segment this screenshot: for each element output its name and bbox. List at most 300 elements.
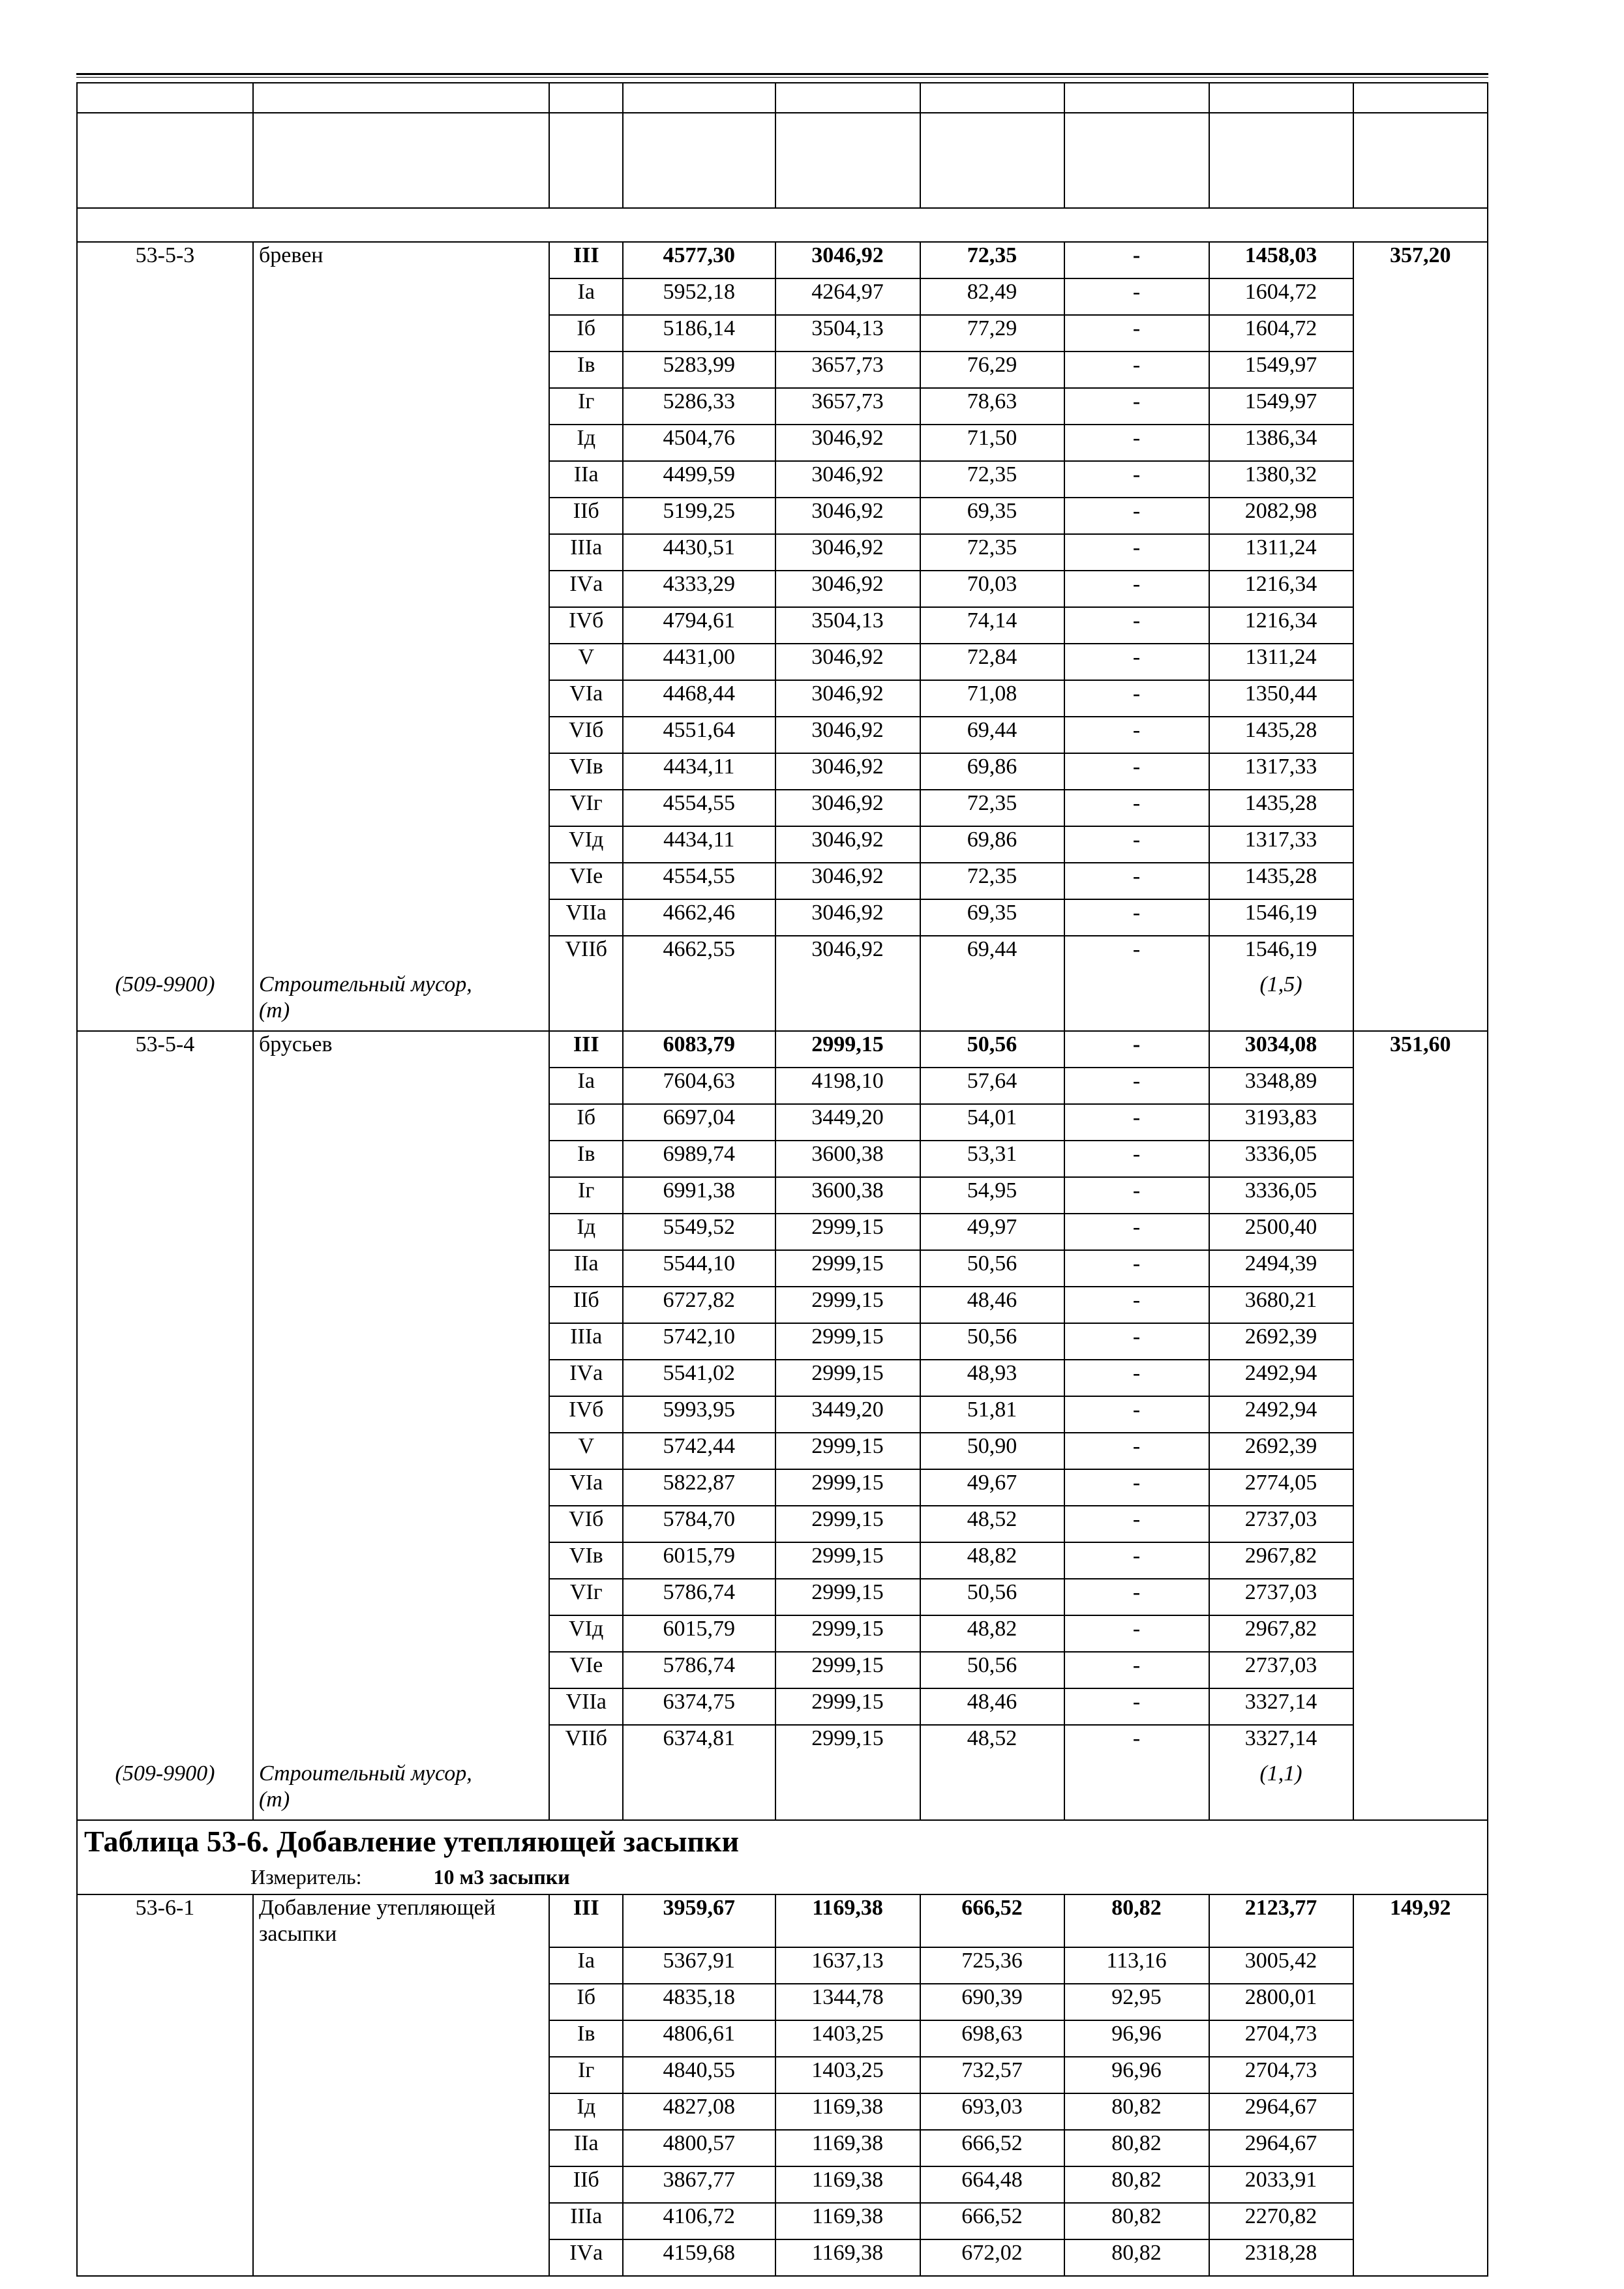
zone-cell: VIIа xyxy=(549,1688,623,1725)
value-cell xyxy=(1353,1542,1488,1579)
zone-cell: VIIа xyxy=(549,899,623,936)
value-cell: 80,82 xyxy=(1064,2130,1209,2166)
value-cell: 3504,13 xyxy=(775,607,920,644)
value-cell: 1169,38 xyxy=(775,2239,920,2276)
value-cell: 80,82 xyxy=(1064,1894,1209,1947)
value-cell: 4333,29 xyxy=(623,571,775,607)
value-cell: 1435,28 xyxy=(1209,790,1353,826)
name-cell xyxy=(253,717,549,753)
value-cell: 49,67 xyxy=(920,1469,1064,1506)
value-cell: 50,56 xyxy=(920,1652,1064,1688)
value-cell: 4431,00 xyxy=(623,644,775,680)
code-cell xyxy=(77,2020,253,2057)
value-cell: - xyxy=(1064,352,1209,388)
name-cell xyxy=(253,1615,549,1652)
zone-cell: VIе xyxy=(549,1652,623,1688)
value-cell: 4835,18 xyxy=(623,1984,775,2020)
name-cell xyxy=(253,1894,549,1947)
value-cell: 5367,91 xyxy=(623,1947,775,1984)
name-cell xyxy=(253,1433,549,1469)
code-cell xyxy=(77,461,253,498)
code-cell xyxy=(77,753,253,790)
value-cell: 1637,13 xyxy=(775,1947,920,1984)
value-cell xyxy=(1353,1287,1488,1323)
zone-cell: VIб xyxy=(549,1506,623,1542)
code-cell xyxy=(77,1214,253,1250)
value-cell: 698,63 xyxy=(920,2020,1064,2057)
table-row xyxy=(77,1433,1488,1469)
value-cell: 2964,67 xyxy=(1209,2130,1353,2166)
value-cell: 6015,79 xyxy=(623,1542,775,1579)
column-number xyxy=(1209,83,1353,113)
section-title xyxy=(253,208,1488,242)
value-cell: 1344,78 xyxy=(775,1984,920,2020)
value-cell: 2999,15 xyxy=(775,1323,920,1360)
name-cell xyxy=(253,936,549,972)
name-cell xyxy=(253,1506,549,1542)
name-cell xyxy=(253,1104,549,1141)
table-row xyxy=(77,242,1488,278)
code-cell xyxy=(77,790,253,826)
value-cell: 2082,98 xyxy=(1209,498,1353,534)
value-cell: - xyxy=(1064,425,1209,461)
name-cell xyxy=(253,899,549,936)
value-cell: 3680,21 xyxy=(1209,1287,1353,1323)
empty-cell xyxy=(1064,1761,1209,1820)
code-cell xyxy=(77,2057,253,2093)
value-cell: 3046,92 xyxy=(775,461,920,498)
value-cell: 50,90 xyxy=(920,1433,1064,1469)
zone-cell: Iв xyxy=(549,2020,623,2057)
table-row xyxy=(77,2203,1488,2239)
value-cell xyxy=(1353,1433,1488,1469)
code-cell xyxy=(77,717,253,753)
section-title-row xyxy=(77,208,1488,242)
value-cell: 3046,92 xyxy=(775,826,920,863)
value-cell xyxy=(1353,498,1488,534)
value-cell: 4434,11 xyxy=(623,826,775,863)
table-row xyxy=(77,2020,1488,2057)
zone-cell: IIIа xyxy=(549,534,623,571)
value-cell: 4840,55 xyxy=(623,2057,775,2093)
name-cell xyxy=(253,1323,549,1360)
value-cell: 2999,15 xyxy=(775,1579,920,1615)
value-cell xyxy=(1353,1506,1488,1542)
value-cell: 4159,68 xyxy=(623,2239,775,2276)
value-cell: - xyxy=(1064,498,1209,534)
junk-value xyxy=(1209,149,1353,208)
code-cell xyxy=(77,1506,253,1542)
table-row xyxy=(77,2166,1488,2203)
value-cell: 51,81 xyxy=(920,1396,1064,1433)
value-cell: - xyxy=(1064,242,1209,278)
empty-cell xyxy=(1353,1761,1488,1820)
code-cell xyxy=(77,680,253,717)
empty-cell xyxy=(549,1761,623,1820)
value-cell: 2999,15 xyxy=(775,1250,920,1287)
value-cell xyxy=(1064,113,1209,149)
value-cell: 2999,15 xyxy=(775,1214,920,1250)
code-cell xyxy=(77,863,253,899)
value-cell: 1169,38 xyxy=(775,2093,920,2130)
value-cell: 5784,70 xyxy=(623,1506,775,1542)
name-cell xyxy=(253,1177,549,1214)
name-cell xyxy=(253,425,549,461)
value-cell: 3348,89 xyxy=(1209,1068,1353,1104)
value-cell: 3867,77 xyxy=(623,2166,775,2203)
name-cell xyxy=(253,644,549,680)
value-cell: 5199,25 xyxy=(623,498,775,534)
zone-cell: VIе xyxy=(549,863,623,899)
value-cell: 3034,08 xyxy=(1209,1031,1353,1068)
value-cell: - xyxy=(1064,899,1209,936)
value-cell: 80,82 xyxy=(1064,2239,1209,2276)
code-cell xyxy=(77,1360,253,1396)
value-cell: 5541,02 xyxy=(623,1360,775,1396)
zone-cell: IIа xyxy=(549,461,623,498)
value-cell: 69,44 xyxy=(920,717,1064,753)
table-row xyxy=(77,461,1488,498)
value-cell: 4434,11 xyxy=(623,753,775,790)
name-cell xyxy=(253,680,549,717)
name-cell xyxy=(253,278,549,315)
value-cell: 2999,15 xyxy=(775,1652,920,1688)
value-cell: - xyxy=(1064,753,1209,790)
table-row xyxy=(77,1506,1488,1542)
code-cell xyxy=(77,1177,253,1214)
value-cell: 2704,73 xyxy=(1209,2020,1353,2057)
name-cell xyxy=(253,1542,549,1579)
value-cell xyxy=(1353,113,1488,149)
value-cell: 113,16 xyxy=(1064,1947,1209,1984)
name-cell xyxy=(253,1396,549,1433)
value-cell xyxy=(1353,1652,1488,1688)
value-cell: 4662,55 xyxy=(623,936,775,972)
code-cell xyxy=(77,2203,253,2239)
zone-cell: Iб xyxy=(549,1984,623,2020)
zone-cell: IIа xyxy=(549,2130,623,2166)
column-number xyxy=(77,83,253,113)
code-cell xyxy=(77,1323,253,1360)
junk-row xyxy=(77,1761,1488,1820)
name-cell xyxy=(253,2057,549,2093)
zone-cell: IVа xyxy=(549,1360,623,1396)
table-row xyxy=(77,1214,1488,1250)
zone-cell: Iв xyxy=(549,1141,623,1177)
value-cell: 1549,97 xyxy=(1209,388,1353,425)
name-cell xyxy=(253,113,549,149)
value-cell xyxy=(1353,1947,1488,1984)
value-cell: - xyxy=(1064,1250,1209,1287)
value-cell: 6991,38 xyxy=(623,1177,775,1214)
value-cell: 4468,44 xyxy=(623,680,775,717)
junk-value: (1,5) xyxy=(1209,972,1353,1031)
value-cell: 3046,92 xyxy=(775,498,920,534)
table-row xyxy=(77,1141,1488,1177)
code-cell xyxy=(77,1725,253,1761)
value-cell: - xyxy=(1064,826,1209,863)
table-row xyxy=(77,2093,1488,2130)
value-cell: 6727,82 xyxy=(623,1287,775,1323)
zone-cell: IIIа xyxy=(549,1323,623,1360)
value-cell: 2999,15 xyxy=(775,1542,920,1579)
value-cell: 5993,95 xyxy=(623,1396,775,1433)
table-row xyxy=(77,498,1488,534)
code-cell xyxy=(77,1469,253,1506)
code-cell xyxy=(77,534,253,571)
value-cell: 1458,03 xyxy=(1209,242,1353,278)
junk-name-cell xyxy=(253,1761,549,1820)
table-row xyxy=(77,1469,1488,1506)
table-row xyxy=(77,1396,1488,1433)
value-cell: 351,60 xyxy=(1353,1031,1488,1068)
value-cell xyxy=(1353,1141,1488,1177)
value-cell: 2492,94 xyxy=(1209,1360,1353,1396)
value-cell xyxy=(1353,1984,1488,2020)
value-cell xyxy=(1353,826,1488,863)
value-cell: 72,84 xyxy=(920,644,1064,680)
zone-cell: VIд xyxy=(549,1615,623,1652)
value-cell: 693,03 xyxy=(920,2093,1064,2130)
value-cell: 1380,32 xyxy=(1209,461,1353,498)
value-cell: 71,50 xyxy=(920,425,1064,461)
value-cell xyxy=(1353,315,1488,352)
value-cell: 3046,92 xyxy=(775,717,920,753)
value-cell: - xyxy=(1064,1688,1209,1725)
value-cell: 2737,03 xyxy=(1209,1652,1353,1688)
value-cell: 76,29 xyxy=(920,352,1064,388)
code-cell xyxy=(77,388,253,425)
value-cell: - xyxy=(1064,1542,1209,1579)
value-cell: 92,95 xyxy=(1064,1984,1209,2020)
value-cell: 3046,92 xyxy=(775,680,920,717)
value-cell xyxy=(1353,1068,1488,1104)
value-cell: 725,36 xyxy=(920,1947,1064,1984)
value-cell: - xyxy=(1064,863,1209,899)
zone-cell: Iг xyxy=(549,388,623,425)
value-cell: 2999,15 xyxy=(775,1615,920,1652)
code-cell xyxy=(77,2239,253,2276)
table-row xyxy=(77,2130,1488,2166)
name-cell xyxy=(253,2203,549,2239)
name-cell xyxy=(253,1652,549,1688)
value-cell: - xyxy=(1064,607,1209,644)
value-cell xyxy=(1353,2239,1488,2276)
name-cell xyxy=(253,315,549,352)
table-body xyxy=(77,83,1488,2276)
value-cell: 3046,92 xyxy=(775,534,920,571)
value-cell: 80,82 xyxy=(1064,2166,1209,2203)
empty-cell xyxy=(549,972,623,1031)
code-cell xyxy=(77,1652,253,1688)
value-cell: 3959,67 xyxy=(623,1894,775,1947)
table-row xyxy=(77,1579,1488,1615)
table-row xyxy=(77,753,1488,790)
value-cell: 4504,76 xyxy=(623,425,775,461)
name-cell xyxy=(253,388,549,425)
value-cell: 666,52 xyxy=(920,2203,1064,2239)
value-cell: 2964,67 xyxy=(1209,2093,1353,2130)
value-cell xyxy=(1353,680,1488,717)
value-cell: 6374,81 xyxy=(623,1725,775,1761)
table-row xyxy=(77,352,1488,388)
value-cell: 54,01 xyxy=(920,1104,1064,1141)
value-cell: 690,39 xyxy=(920,1984,1064,2020)
code-cell xyxy=(77,1947,253,1984)
value-cell xyxy=(1353,936,1488,972)
table-row xyxy=(77,1894,1488,1947)
value-cell: - xyxy=(1064,1615,1209,1652)
zone-cell: V xyxy=(549,1433,623,1469)
junk-code: (509-9900) xyxy=(77,972,253,1031)
zone-cell: IVа xyxy=(549,571,623,607)
name-cell xyxy=(253,607,549,644)
table-row xyxy=(77,315,1488,352)
value-cell: 4577,30 xyxy=(623,242,775,278)
value-cell xyxy=(1353,1104,1488,1141)
value-cell: 666,52 xyxy=(920,2130,1064,2166)
item-name: бревен xyxy=(258,243,323,267)
zone-cell: IIIа xyxy=(549,2203,623,2239)
value-cell: 2033,91 xyxy=(1209,2166,1353,2203)
zone-cell: IIб xyxy=(549,2166,623,2203)
code-cell xyxy=(77,1250,253,1287)
name-cell xyxy=(253,1068,549,1104)
item-name: брусьев xyxy=(258,1032,333,1056)
value-cell: 3336,05 xyxy=(1209,1141,1353,1177)
empty-cell xyxy=(1353,972,1488,1031)
value-cell: 3327,14 xyxy=(1209,1688,1353,1725)
name-cell xyxy=(253,352,549,388)
column-number xyxy=(253,83,549,113)
zone-cell: III xyxy=(549,242,623,278)
table-row xyxy=(77,388,1488,425)
value-cell: - xyxy=(1064,1141,1209,1177)
value-cell: 1169,38 xyxy=(775,2166,920,2203)
zone-cell: Iб xyxy=(549,1104,623,1141)
value-cell xyxy=(1353,352,1488,388)
value-cell: 6015,79 xyxy=(623,1615,775,1652)
value-cell: 4806,61 xyxy=(623,2020,775,2057)
value-cell: - xyxy=(1064,1104,1209,1141)
zone-cell: VIв xyxy=(549,1542,623,1579)
value-cell: 1546,19 xyxy=(1209,936,1353,972)
column-number xyxy=(623,83,775,113)
table-row xyxy=(77,1542,1488,1579)
value-cell: 1403,25 xyxy=(775,2057,920,2093)
rates-table xyxy=(76,82,1488,2277)
code-cell xyxy=(77,1396,253,1433)
empty-cell xyxy=(623,972,775,1031)
code-cell xyxy=(77,2093,253,2130)
value-cell: 3046,92 xyxy=(775,571,920,607)
value-cell: 69,35 xyxy=(920,498,1064,534)
name-cell xyxy=(253,1725,549,1761)
value-cell: - xyxy=(1064,936,1209,972)
value-cell: 96,96 xyxy=(1064,2020,1209,2057)
value-cell: 2318,28 xyxy=(1209,2239,1353,2276)
zone-cell: Iа xyxy=(549,1947,623,1984)
value-cell xyxy=(1353,790,1488,826)
value-cell: 3449,20 xyxy=(775,1396,920,1433)
zone-cell: VIд xyxy=(549,826,623,863)
table-row xyxy=(77,425,1488,461)
value-cell: 5822,87 xyxy=(623,1469,775,1506)
junk-value: (1,1) xyxy=(1209,1761,1353,1820)
name-cell xyxy=(253,1360,549,1396)
zone-cell: Iг xyxy=(549,2057,623,2093)
value-cell xyxy=(1353,1323,1488,1360)
value-cell: 96,96 xyxy=(1064,2057,1209,2093)
zone-cell: Iв xyxy=(549,352,623,388)
zone-cell: IIб xyxy=(549,1287,623,1323)
value-cell: - xyxy=(1064,1506,1209,1542)
column-number xyxy=(1064,83,1209,113)
value-cell: 70,03 xyxy=(920,571,1064,607)
junk-name-cell xyxy=(253,972,549,1031)
value-cell: 2800,01 xyxy=(1209,1984,1353,2020)
zone-cell: V xyxy=(549,644,623,680)
value-cell: 80,82 xyxy=(1064,2093,1209,2130)
code-cell xyxy=(77,571,253,607)
zone-cell: Iд xyxy=(549,425,623,461)
code-cell xyxy=(77,644,253,680)
value-cell: 1169,38 xyxy=(775,2203,920,2239)
code-cell: 53-6-1 xyxy=(77,1894,253,1947)
value-cell: 3600,38 xyxy=(775,1141,920,1177)
value-cell: - xyxy=(1064,1396,1209,1433)
table-row xyxy=(77,1031,1488,1068)
junk-row xyxy=(77,149,1488,208)
table-row xyxy=(77,1615,1488,1652)
table-row xyxy=(77,1323,1488,1360)
value-cell: 1350,44 xyxy=(1209,680,1353,717)
value-cell: 3600,38 xyxy=(775,1177,920,1214)
value-cell: 50,56 xyxy=(920,1579,1064,1615)
value-cell xyxy=(1353,2203,1488,2239)
value-cell: 3046,92 xyxy=(775,753,920,790)
value-cell: 2999,15 xyxy=(775,1725,920,1761)
value-cell xyxy=(1353,388,1488,425)
table-row xyxy=(77,607,1488,644)
value-cell xyxy=(1353,1688,1488,1725)
name-cell xyxy=(253,2020,549,2057)
column-number xyxy=(549,83,623,113)
value-cell: 69,86 xyxy=(920,826,1064,863)
value-cell: 4662,46 xyxy=(623,899,775,936)
name-cell xyxy=(253,1579,549,1615)
value-cell: 4827,08 xyxy=(623,2093,775,2130)
zone-cell: Iб xyxy=(549,315,623,352)
value-cell: 50,56 xyxy=(920,1031,1064,1068)
value-cell: 3046,92 xyxy=(775,899,920,936)
value-cell: 72,35 xyxy=(920,461,1064,498)
value-cell xyxy=(1353,2130,1488,2166)
value-cell xyxy=(1209,113,1353,149)
table-row xyxy=(77,644,1488,680)
value-cell: 1216,34 xyxy=(1209,571,1353,607)
value-cell xyxy=(623,113,775,149)
value-cell: - xyxy=(1064,1214,1209,1250)
value-cell: 1435,28 xyxy=(1209,863,1353,899)
value-cell: 4264,97 xyxy=(775,278,920,315)
value-cell: - xyxy=(1064,680,1209,717)
zone-cell: IVб xyxy=(549,1396,623,1433)
value-cell xyxy=(1353,425,1488,461)
value-cell: 5286,33 xyxy=(623,388,775,425)
value-cell: 48,82 xyxy=(920,1542,1064,1579)
zone-cell: VIа xyxy=(549,1469,623,1506)
